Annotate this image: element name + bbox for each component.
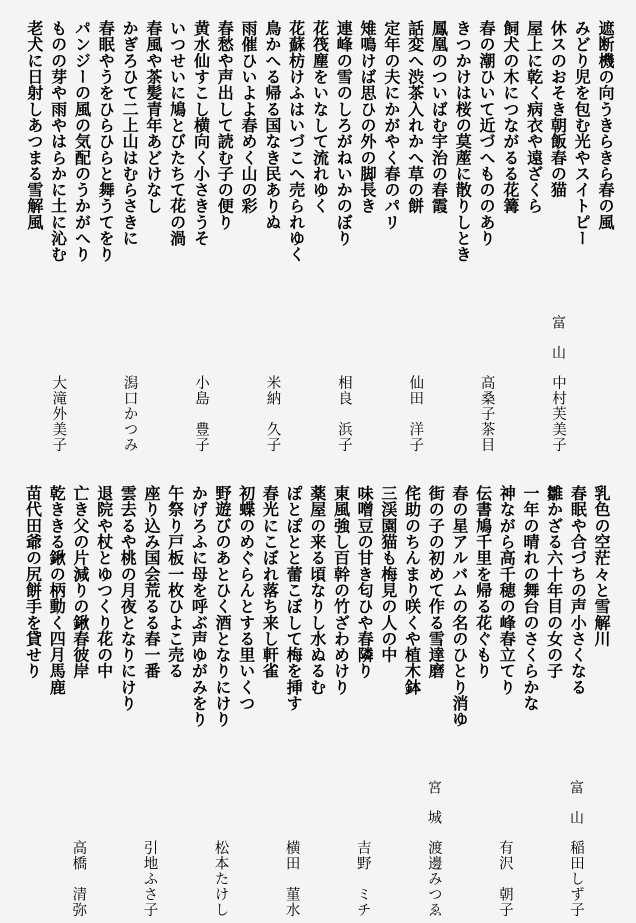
haiku-line: 雉鳴けば思ひの外の脚長き xyxy=(358,20,378,214)
haiku-line: 一年の晴れの舞台のさくらかな xyxy=(520,485,540,712)
haiku-line: みどり児を包む光やスイトピー xyxy=(572,20,592,247)
author-prefecture: 富山 xyxy=(568,780,584,840)
haiku-line: 老犬に日射しあつまる雪解風 xyxy=(24,20,44,230)
haiku-line: 雛かざる六十年目の女の子 xyxy=(544,485,564,679)
haiku-line: 雲去るや桃の月夜となりにけり xyxy=(118,485,138,712)
haiku-line: 座り込み国会荒るる春一番 xyxy=(141,485,161,679)
haiku-line: いつせいに鳩とびたちて花の渦 xyxy=(167,20,187,247)
haiku-line: 花筏塵をいなして流れゆく xyxy=(310,20,330,214)
author-credit xyxy=(445,780,516,920)
author-credit xyxy=(141,315,212,455)
author-name: 稲田しず子 xyxy=(568,840,584,918)
haiku-line: 春眠やうをひらひらと舞うてをり xyxy=(96,20,116,263)
haiku-line: 神ながら高千穂の峰春立てり xyxy=(497,485,517,695)
haiku-line: かげろふに母を呼ぶ声ゆがみをり xyxy=(189,485,209,728)
author-credit xyxy=(18,780,89,920)
author-name: 高桑子茶目 xyxy=(478,375,495,453)
haiku-line: 黄水仙すこし横向く小さきうそ xyxy=(191,20,211,247)
haiku-line: 遮断機の向うきらきら春の風 xyxy=(596,20,615,230)
haiku-line: 乳色の空茫々と雪解川 xyxy=(592,485,611,647)
haiku-line: 春光にこぼれ落ち来し軒雀 xyxy=(260,485,280,679)
author-credit xyxy=(355,315,426,455)
author-credit xyxy=(516,780,587,920)
haiku-line: パンジーの風の気配のうかがへり xyxy=(72,20,92,263)
haiku-line: 野遊びのあとひく酒となりにけり xyxy=(213,485,232,728)
author-name: 相良 浜子 xyxy=(335,375,352,453)
author-credit xyxy=(498,315,569,455)
haiku-line: 屋上に乾く病衣や遠ざくら xyxy=(524,20,544,214)
author-credit xyxy=(89,780,160,920)
haiku-line: 退院や杖とゆつくり花の中 xyxy=(94,485,114,679)
haiku-line: 鳥かへる帰る国なき民ありぬ xyxy=(262,20,282,230)
upper-haiku-block xyxy=(22,20,617,262)
haiku-line: 東風強し百幹の竹ざわめけり xyxy=(331,485,351,695)
haiku-line: ぽとぽとと蕾こぼして梅を挿す xyxy=(284,485,304,712)
haiku-line: 初蝶のめぐらんとする里いくつ xyxy=(236,485,256,712)
haiku-line: 苗代田爺の尻餅手を貸せり xyxy=(23,485,43,679)
author-credit xyxy=(69,315,140,455)
haiku-line: 休スのおそき朝飯春の猫 xyxy=(548,20,568,198)
author-name: 小島 豊子 xyxy=(193,375,210,453)
lower-author-block xyxy=(18,780,587,920)
haiku-line: 連峰の雪のしろがねいかのぼり xyxy=(334,20,354,247)
haiku-line: 伝書鳩千里を帰る花ぐもり xyxy=(473,485,493,679)
author-name: 中村芙美子 xyxy=(550,375,566,453)
author-name: 引地ふさ子 xyxy=(141,840,158,918)
author-credit xyxy=(303,780,374,920)
author-name: 有沢 朝子 xyxy=(496,840,513,918)
haiku-line: 街の子の初めて作る雪達磨 xyxy=(426,485,446,679)
haiku-line: 亡き父の片減りの鍬春彼岸 xyxy=(70,485,90,679)
haiku-line: 乾ききる鍬の柄動く四月馬鹿 xyxy=(47,485,67,695)
author-credit xyxy=(232,780,303,920)
haiku-line: 味噌豆の甘き匂ひや春隣り xyxy=(355,485,375,679)
haiku-line: 春風や茶髪青年あどけなし xyxy=(143,20,163,214)
haiku-line: かぎろひて二上山はむらさきに xyxy=(120,20,140,247)
haiku-line: 話変へ渋茶入れかへ草の餅 xyxy=(405,20,425,214)
upper-author-block xyxy=(0,315,569,455)
author-name: 大滝外美子 xyxy=(50,375,67,453)
author-name: 吉野 ミチ xyxy=(354,840,371,918)
author-credit xyxy=(0,315,69,455)
author-credit xyxy=(374,780,445,920)
haiku-line: 侘助のちんまり咲くや植木鉢 xyxy=(402,485,422,695)
author-credit xyxy=(283,315,354,455)
haiku-line: ものの芽や雨やはらかに土に沁む xyxy=(48,20,68,263)
author-name: 松本たけし xyxy=(212,840,229,918)
haiku-line: 雨催ひいよよ春めく山の彩 xyxy=(239,20,259,214)
haiku-line: きつかけは桜の莫蓙に散りしとき xyxy=(453,20,473,263)
author-name: 渡邊みつゑ xyxy=(425,840,442,918)
haiku-line: 春愁や声出して読む子の便り xyxy=(215,20,235,230)
author-credit xyxy=(426,315,497,455)
haiku-line: 春眠や合づちの声小さくなる xyxy=(568,485,588,695)
haiku-line: 三渓園猫も梅見の人の中 xyxy=(378,485,398,663)
author-prefecture: 宮城 xyxy=(425,780,442,840)
lower-haiku-block xyxy=(21,485,613,727)
author-name: 仙田 洋子 xyxy=(407,375,424,453)
haiku-line: 薬屋の来る頃なりし水ぬるむ xyxy=(307,485,327,695)
haiku-line: 午祭り戸板一枚ひよこ売る xyxy=(165,485,185,679)
haiku-line: 飼犬の木につながるる花篝 xyxy=(500,20,520,214)
author-name: 横田 菫水 xyxy=(283,840,300,918)
haiku-line: 花蘇枋けふはいづこへ売られゆく xyxy=(286,20,306,263)
haiku-line: 春の星アルバムの名のひとり消ゆ xyxy=(449,485,469,728)
author-credit xyxy=(212,315,283,455)
author-name: 米納 久子 xyxy=(264,375,281,453)
author-name: 高橋 清弥 xyxy=(70,840,87,918)
haiku-line: 定年の夫にかがやく春のパリ xyxy=(381,20,401,230)
author-credit xyxy=(160,780,231,920)
author-prefecture: 富山 xyxy=(550,315,566,375)
haiku-line: 春の潮ひいて近づへもののあり xyxy=(477,20,497,247)
haiku-line: 鳳凰のついばむ宇治の春霞 xyxy=(429,20,449,214)
author-name: 潟口かつみ xyxy=(121,375,138,453)
